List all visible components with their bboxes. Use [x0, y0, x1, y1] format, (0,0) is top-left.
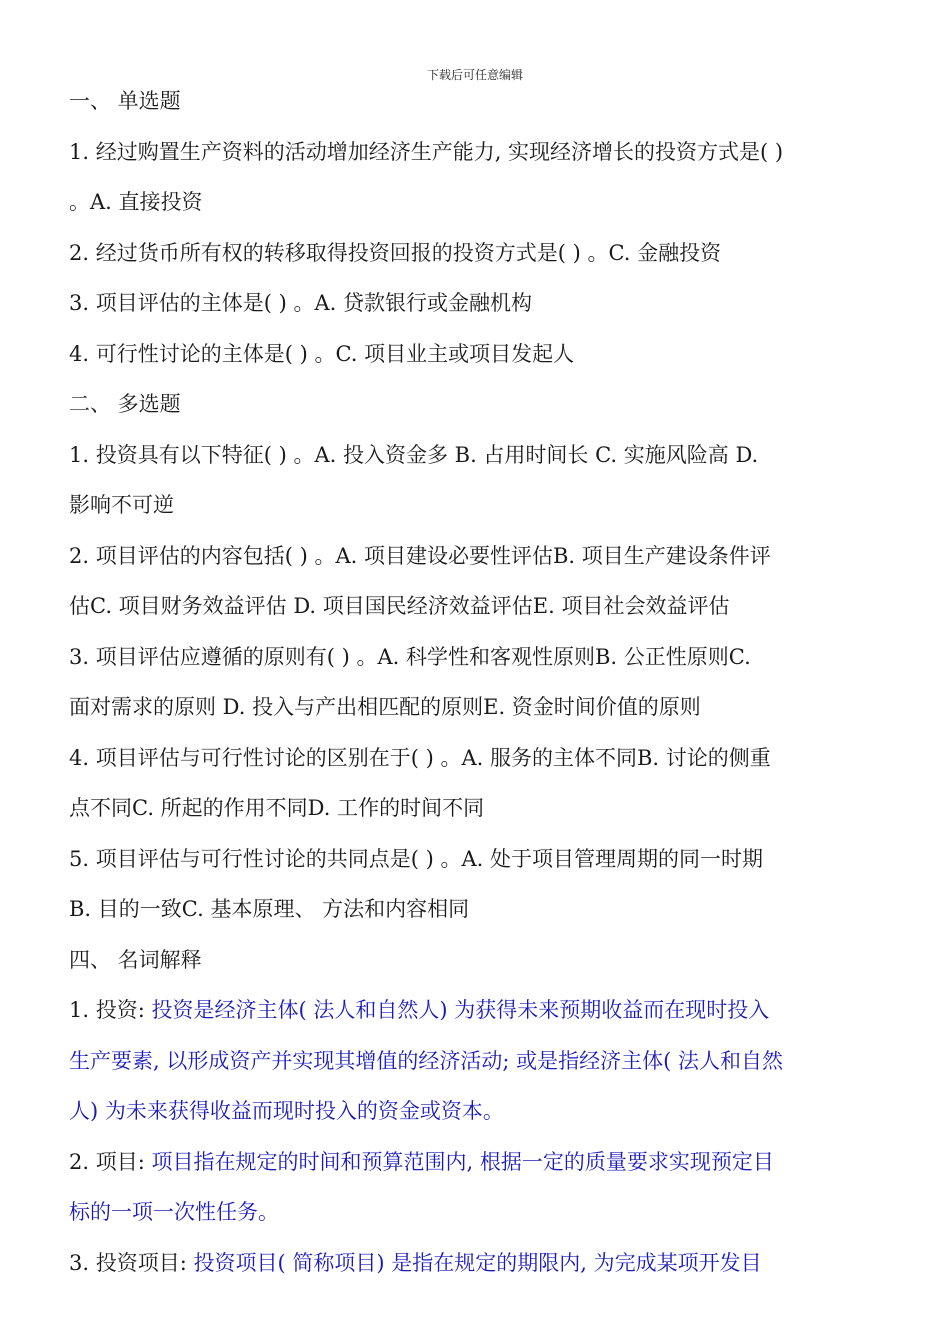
- question-text: 1. 经过购置生产资料的活动增加经济生产能力, 实现经济增长的投资方式是( ): [69, 139, 784, 164]
- question-text: 3. 项目评估应遵循的原则有( ) 。A. 科学性和客观性原则B. 公正性原则C.: [69, 644, 751, 669]
- document-body: [69, 76, 889, 1288]
- question-text: 1. 投资具有以下特征( ) 。A. 投入资金多 B. 占用时间长 C. 实施风险高 D.: [69, 442, 759, 467]
- question-text: 2. 项目评估的内容包括( ) 。A. 项目建设必要性评估B. 项目生产建设条件评: [69, 543, 771, 568]
- section-heading-multi-choice: 二、 多选题: [69, 392, 181, 416]
- question-text: 。A. 直接投资: [69, 190, 203, 214]
- section-heading-single-choice: 一、 单选题: [69, 89, 181, 113]
- question-text: B. 目的一致C. 基本原理、 方法和内容相同: [69, 897, 470, 921]
- question-text: 3. 项目评估的主体是( ) 。A. 贷款银行或金融机构: [69, 291, 532, 315]
- question-text: 5. 项目评估与可行性讨论的共同点是( ) 。A. 处于项目管理周期的同一时期: [69, 846, 763, 871]
- term-definition: 投资是经济主体( 法人和自然人) 为获得未来预期收益而在现时投入: [151, 998, 770, 1022]
- term-definition: 投资项目( 简称项目) 是指在规定的期限内, 为完成某项开发目: [193, 1250, 762, 1275]
- term-definition-line: [69, 985, 889, 1036]
- term-definition: 项目指在规定的时间和预算范围内, 根据一定的质量要求实现预定目: [151, 1149, 774, 1174]
- question-text: 2. 经过货币所有权的转移取得投资回报的投资方式是( ) 。C. 金融投资: [69, 240, 722, 265]
- term-definition: 标的一项一次性任务。: [69, 1200, 279, 1224]
- term-label: 1. 投资:: [69, 998, 145, 1022]
- term-definition: 人) 为未来获得收益而现时投入的资金或资本。: [69, 1099, 504, 1123]
- question-text: 估C. 项目财务效益评估 D. 项目国民经济效益评估E. 项目社会效益评估: [69, 594, 730, 618]
- page-header-note: 下载后可任意编辑: [426, 68, 523, 82]
- term-definition-line: [69, 1137, 889, 1188]
- term-definition: 生产要素, 以形成资产并实现其增值的经济活动; 或是指经济主体( 法人和自然: [69, 1048, 783, 1073]
- term-label: 2. 项目:: [69, 1149, 145, 1174]
- term-label: 3. 投资项目:: [69, 1250, 187, 1275]
- section-heading-term-definitions: 四、 名词解释: [69, 947, 202, 972]
- question-text: 4. 可行性讨论的主体是( ) 。C. 项目业主或项目发起人: [69, 341, 575, 366]
- question-text: 点不同C. 所起的作用不同D. 工作的时间不同: [69, 796, 485, 820]
- question-text: 面对需求的原则 D. 投入与产出相匹配的原则E. 资金时间价值的原则: [69, 695, 701, 719]
- question-text: 影响不可逆: [69, 493, 174, 517]
- term-definition-line: [69, 1238, 889, 1289]
- question-text: 4. 项目评估与可行性讨论的区别在于( ) 。A. 服务的主体不同B. 讨论的侧重: [69, 745, 771, 770]
